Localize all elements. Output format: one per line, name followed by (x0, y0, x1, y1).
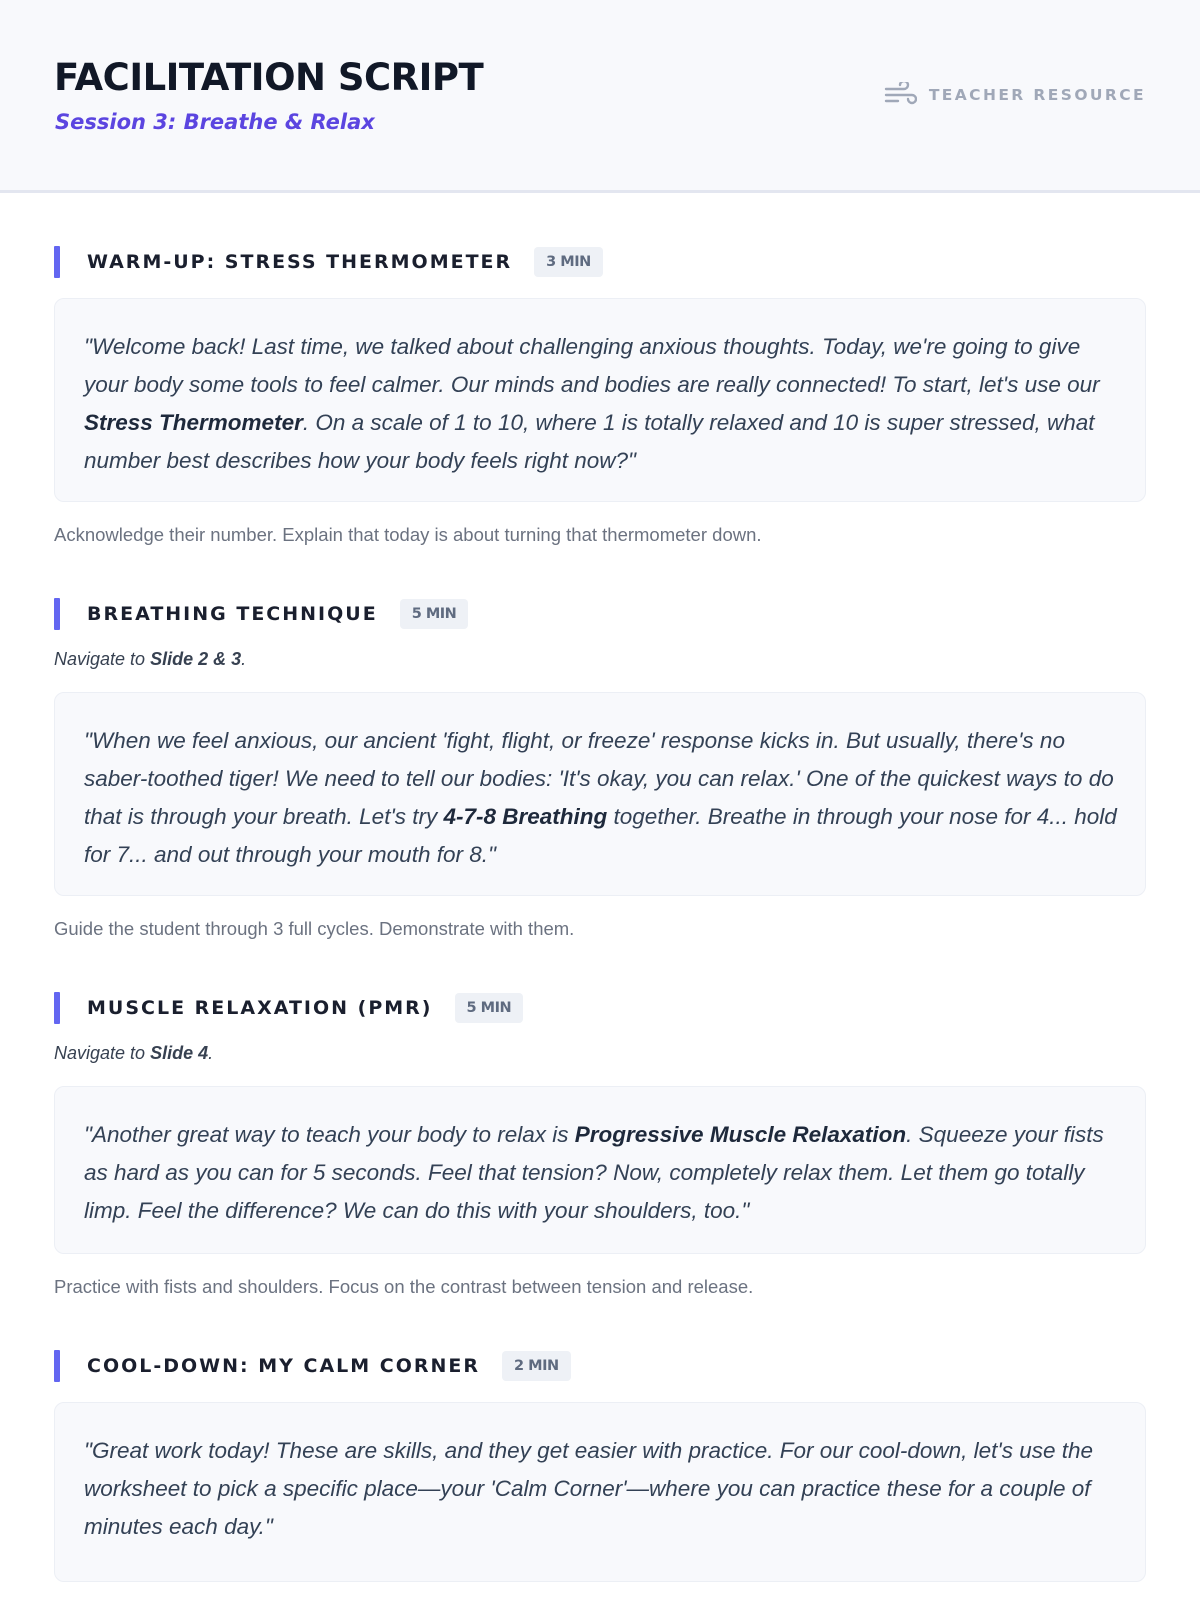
script-quote (54, 692, 1146, 896)
session-subtitle: Session 3: Breathe & Relax (55, 110, 375, 134)
nav-suffix: . (241, 649, 247, 669)
section-header (54, 1350, 1146, 1382)
section-accent-bar (54, 246, 60, 278)
script-quote (54, 298, 1146, 502)
section-accent-bar (54, 1350, 60, 1382)
section-breathing (54, 598, 1146, 942)
script-quote (54, 1086, 1146, 1254)
navigate-instruction (54, 647, 1146, 672)
facilitator-note: Acknowledge their number. Explain that today is about turning that thermometer down. (54, 524, 762, 545)
script-quote (54, 1402, 1146, 1582)
section-header (54, 598, 1146, 630)
quote-emphasis: Stress Thermometer (84, 410, 303, 435)
teacher-resource-tag (884, 82, 1146, 108)
section-title: MUSCLE RELAXATION (PMR) (87, 997, 433, 1019)
page-header (0, 0, 1200, 193)
nav-prefix: Navigate to (54, 1043, 151, 1063)
slide-reference: Slide 4 (150, 1043, 209, 1063)
section-warm-up (54, 246, 1146, 548)
slide-reference: Slide 2 & 3 (150, 649, 242, 669)
facilitator-note: Practice with fists and shoulders. Focus on the contrast between tension and release. (54, 1276, 754, 1297)
section-accent-bar (54, 598, 60, 630)
quote-text: together. Breathe in through your nose for 4... hold for 7... and out through your mouth for 8." (84, 804, 1117, 867)
duration-badge: 3 MIN (534, 247, 603, 277)
nav-suffix: . (208, 1043, 214, 1063)
nav-prefix: Navigate to (54, 649, 151, 669)
section-title: COOL-DOWN: MY CALM CORNER (87, 1355, 481, 1377)
quote-text: . On a scale of 1 to 10, where 1 is totally relaxed and 10 is super stressed, what number best describes how your body feels right now?" (84, 410, 1095, 473)
quote-text: "When we feel anxious, our ancient 'fight, flight, or freeze' response kicks in. But usually, there's no saber-toothed tiger! We need to tell our bodies: 'It's okay, you can relax.' One of the quickest ways to do that is through your breath. Let's try (84, 728, 1114, 829)
quote-text: "Great work today! These are skills, and they get easier with practice. For our cool-down, let's use the worksheet to pick a specific place—your 'Calm Corner'—where you can practice these for a couple of minutes each day." (84, 1438, 1093, 1539)
quote-text: "Another great way to teach your body to relax is (84, 1122, 575, 1147)
duration-badge: 2 MIN (502, 1351, 571, 1381)
navigate-instruction (54, 1041, 1146, 1066)
quote-emphasis: 4-7-8 Breathing (443, 804, 608, 829)
wind-icon (884, 82, 917, 108)
duration-badge: 5 MIN (455, 993, 524, 1023)
page-title: FACILITATION SCRIPT (54, 56, 484, 99)
script-content (0, 246, 1200, 1582)
teacher-resource-label: TEACHER RESOURCE (928, 86, 1146, 104)
section-header (54, 992, 1146, 1024)
duration-badge: 5 MIN (400, 599, 469, 629)
section-title: BREATHING TECHNIQUE (87, 603, 378, 625)
facilitator-note: Guide the student through 3 full cycles. Demonstrate with them. (54, 918, 575, 939)
quote-text: . Squeeze your fists as hard as you can for 5 seconds. Feel that tension? Now, completely relax them. Let them go totally limp. Feel the difference? We can do this with your shoulders, too." (84, 1122, 1104, 1223)
section-cool-down (54, 1350, 1146, 1582)
section-title: WARM-UP: STRESS THERMOMETER (87, 251, 513, 273)
section-header (54, 246, 1146, 278)
section-accent-bar (54, 992, 60, 1024)
section-muscle-relaxation (54, 992, 1146, 1300)
quote-text: "Welcome back! Last time, we talked about challenging anxious thoughts. Today, we're going to give your body some tools to feel calmer. Our minds and bodies are really connected! To start, let's use our (84, 334, 1100, 397)
quote-emphasis: Progressive Muscle Relaxation (574, 1122, 907, 1147)
